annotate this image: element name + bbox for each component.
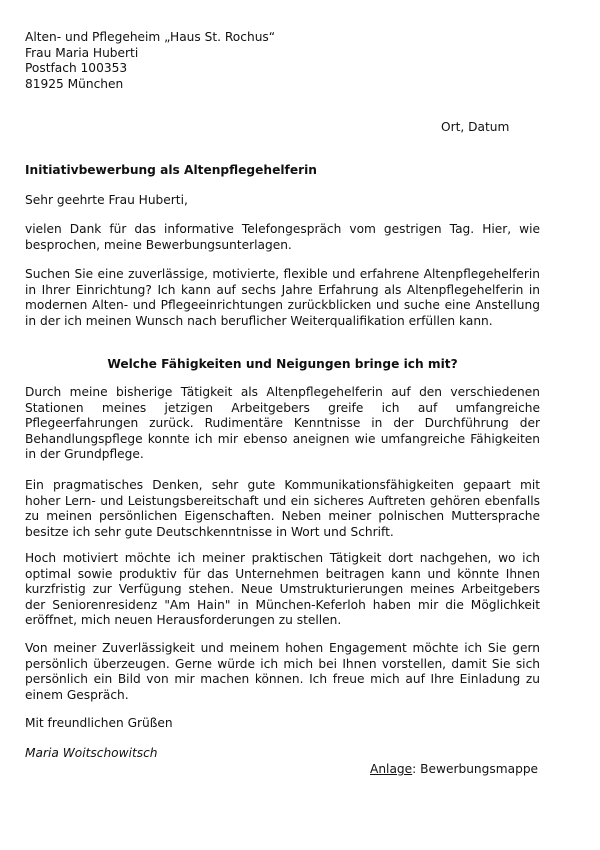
recipient-line-1: Alten- und Pflegeheim „Haus St. Rochus“ [25, 30, 276, 44]
recipient-line-2: Frau Maria Huberti [25, 45, 139, 60]
place-date: Ort, Datum [441, 120, 510, 134]
attachment-label: Anlage [370, 762, 413, 776]
closing-formula: Mit freundlichen Grüßen [25, 716, 173, 730]
attachment-note [370, 762, 538, 778]
recipient-address [25, 30, 445, 92]
intro-paragraph: vielen Dank für das informative Telefongespräch vom gestrigen Tag. Hier, wie besprochen, meine Bewerbungsunterlagen. [25, 222, 540, 252]
availability-paragraph: Hoch motiviert möchte ich meiner praktischen Tätigkeit dort nachgehen, wo ich optimal sowie produktiv für das Unternehmen beitragen kann und könnte Ihnen kurzfristig zur Verfügung stehen. Neue Umstrukturierungen meines Arbeitgebers der Seniorenresidenz "Am Hain" in München-Keferloh haben mir die Möglichkeit eröffnet, mich neuen Herausforderungen zu stellen. [25, 551, 540, 627]
experience-paragraph: Durch meine bisherige Tätigkeit als Altenpflegehelferin auf den verschiedenen Stationen meines jetzigen Arbeitgebers greife ich auf umfangreiche Pflegeerfahrungen zurück. Rudimentäre Kenntnisse in der Durchführung der Behandlungspflege konnte ich mir ebenso aneignen wie umfangreiche Fähigkeiten in der Grundpflege. [25, 385, 540, 461]
motivation-paragraph: Suchen Sie eine zuverlässige, motivierte, flexible und erfahrene Altenpflegehelferin in Ihrer Einrichtung? Ich kann auf sechs Jahre Erfahrung als Altenpflegehelferin in modernen Alten- und Pflegeeinrichtungen zurückblicken und suche eine Anstellung in der ich meinen Wunsch nach beruflicher Weiterqualifikation erfüllen kann. [25, 267, 540, 328]
recipient-line-4: 81925 München [25, 76, 124, 91]
interview-paragraph: Von meiner Zuverlässigkeit und meinem hohen Engagement möchte ich Sie gern persönlich überzeugen. Gerne würde ich mich bei Ihnen vorstellen, damit Sie sich persönlich ein Bild von mir machen können. Ich freue mich auf Ihre Einladung zu einem Gespräch. [25, 641, 540, 702]
attachment-value: Bewerbungsmappe [420, 762, 539, 776]
section-heading: Welche Fähigkeiten und Neigungen bringe ich mit? [107, 357, 458, 371]
recipient-line-3: Postfach 100353 [25, 61, 128, 75]
skills-paragraph: Ein pragmatisches Denken, sehr gute Kommunikationsfähigkeiten gepaart mit hoher Lern- und Leistungsbereitschaft und ein sicheres Auftreten gehören ebenfalls zu meinen persönlichen Eigenschaften. Neben meiner polnischen Muttersprache besitze ich sehr gute Deutschkenntnisse in Wort und Schrift. [25, 478, 540, 539]
letter-subject: Initiativbewerbung als Altenpflegehelferin [25, 163, 317, 177]
salutation: Sehr geehrte Frau Huberti, [25, 193, 188, 207]
attachment-separator: : [412, 762, 417, 776]
signature: Maria Woitschowitsch [25, 746, 158, 760]
